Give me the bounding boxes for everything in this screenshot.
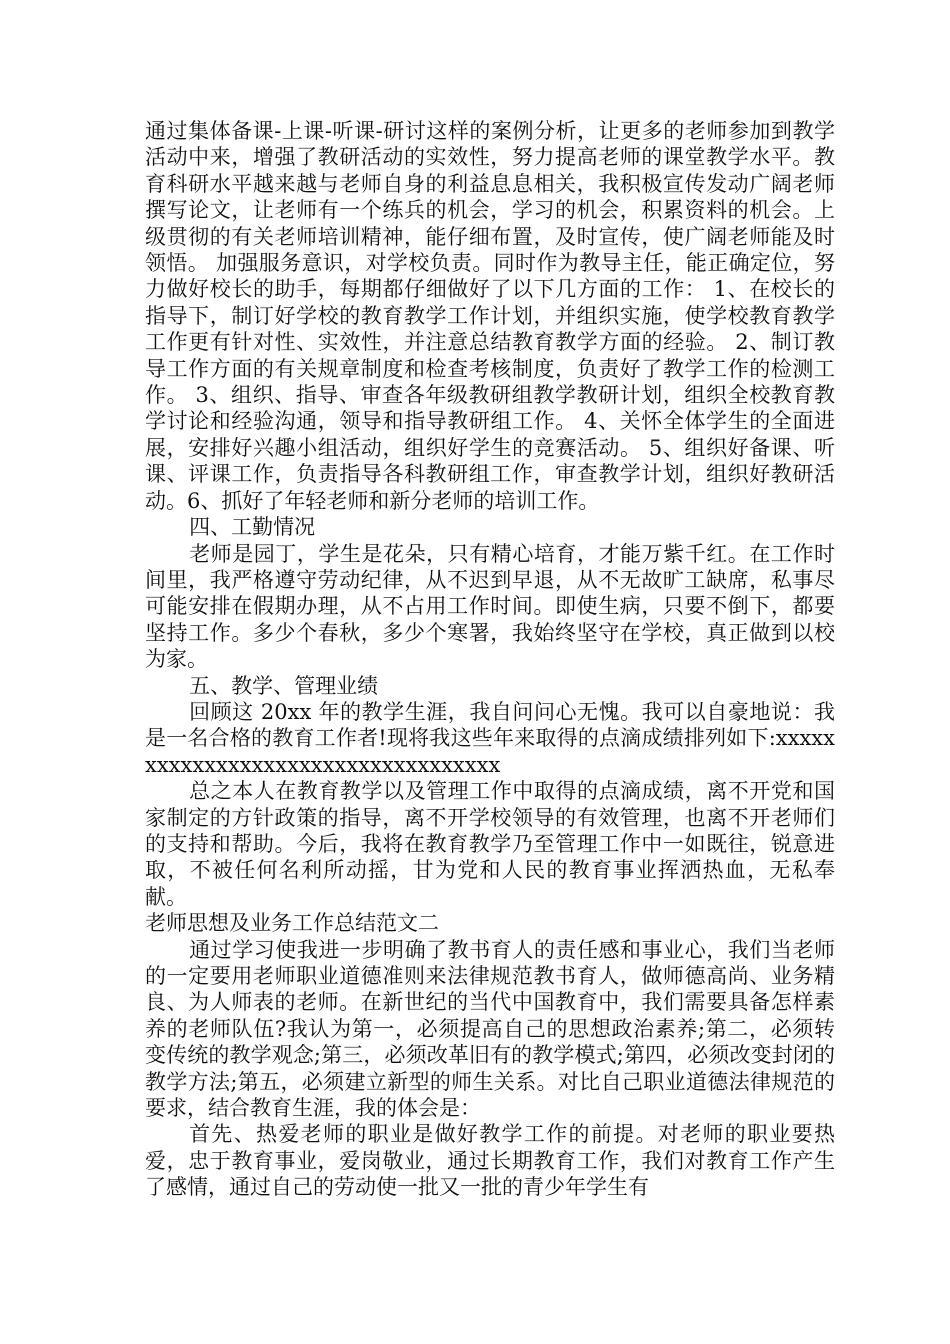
body-paragraph: 通过集体备课-上课-听课-研讨这样的案例分析，让更多的老师参加到教学活动中来，增强了教研活动的实效性，努力提高老师的课堂教学水平。教育科研水平越来越与老师自身的利益息息相关，我积极宣传发动广阔老师撰写论文，让老师有一个练兵的机会，学习的机会，积累资料的机会。上级贯彻的有关老师培训精神，能仔细布置，及时宣传，使广阔老师能及时领悟。 加强服务意识，对学校负责。同时作为教导主任，能正确定位，努力做好校长的助手，每期都仔细做好了以下几方面的工作： 1、在校长的指导下，制订好学校的教育教学工作计划，并组织实施，使学校教育教学工作更有针对性、实效性，并注意总结教育教学方面的经验。 2、制订教导工作方面的有关规章制度和检查考核制度，负责好了教学工作的检测工作。 3、组织、指导、审查各年级教研组教学教研计划，组织全校教育教学讨论和经验沟通，领导和指导教研组工作。 4、关怀全体学生的全面进展，安排好兴趣小组活动，组织好学生的竞赛活动。 5、组织好备课、听课、评课工作，负责指导各科教研组工作，审查教学计划，组织好教研活动。6、抓好了年轻老师和新分老师的培训工作。 bbox=[145, 119, 835, 513]
body-paragraph: 回顾这 20xx 年的教学生涯，我自问问心无愧。我可以自豪地说：我是一名合格的教育工作者!现将我这些年来取得的点滴成绩排列如下:xxxxxxxxxxxxxxxxxxxxxxxxxxxxxxxxxxx bbox=[145, 699, 835, 777]
section-heading: 五、教学、管理业绩 bbox=[189, 673, 379, 698]
document-subtitle: 老师思想及业务工作总结范文二 bbox=[145, 911, 439, 936]
body-paragraph: 通过学习使我进一步明确了教书育人的责任感和事业心，我们当老师的一定要用老师职业道德准则来法律规范教书育人，做师德高尚、业务精良、为人师表的老师。在新世纪的当代中国教育中，我们需要具备怎样素养的老师队伍?我认为第一，必须提高自己的思想政治素养;第二，必须转变传统的教学观念;第三，必须改革旧有的教学模式;第四，必须改变封闭的教学方法;第五，必须建立新型的师生关系。对比自己职业道德法律规范的要求，结合教育生涯，我的体会是： bbox=[145, 937, 835, 1121]
body-paragraph: 首先、热爱老师的职业是做好教学工作的前提。对老师的职业要热爱，忠于教育事业，爱岗敬业，通过长期教育工作，我们对教育工作产生了感情，通过自己的劳动使一批又一批的青少年学生有 bbox=[145, 1122, 835, 1200]
document-body bbox=[145, 118, 835, 1201]
section-heading: 四、工勤情况 bbox=[189, 515, 316, 540]
body-paragraph: 总之本人在教育教学以及管理工作中取得的点滴成绩，离不开党和国家制定的方针政策的指导，离不开学校领导的有效管理，也离不开老师们的支持和帮助。今后，我将在教育教学乃至管理工作中一如既往，锐意进取，不被任何名利所动摇，甘为党和人民的教育事业挥洒热血，无私奉献。 bbox=[145, 779, 835, 909]
body-paragraph: 老师是园丁，学生是花朵，只有精心培育，才能万紫千红。在工作时间里，我严格遵守劳动纪律，从不迟到早退，从不无故旷工缺席，私事尽可能安排在假期办理，从不占用工作时间。即使生病，只要不倒下，都要坚持工作。多少个春秋，多少个寒署，我始终坚守在学校，真正做到以校为家。 bbox=[145, 541, 835, 672]
